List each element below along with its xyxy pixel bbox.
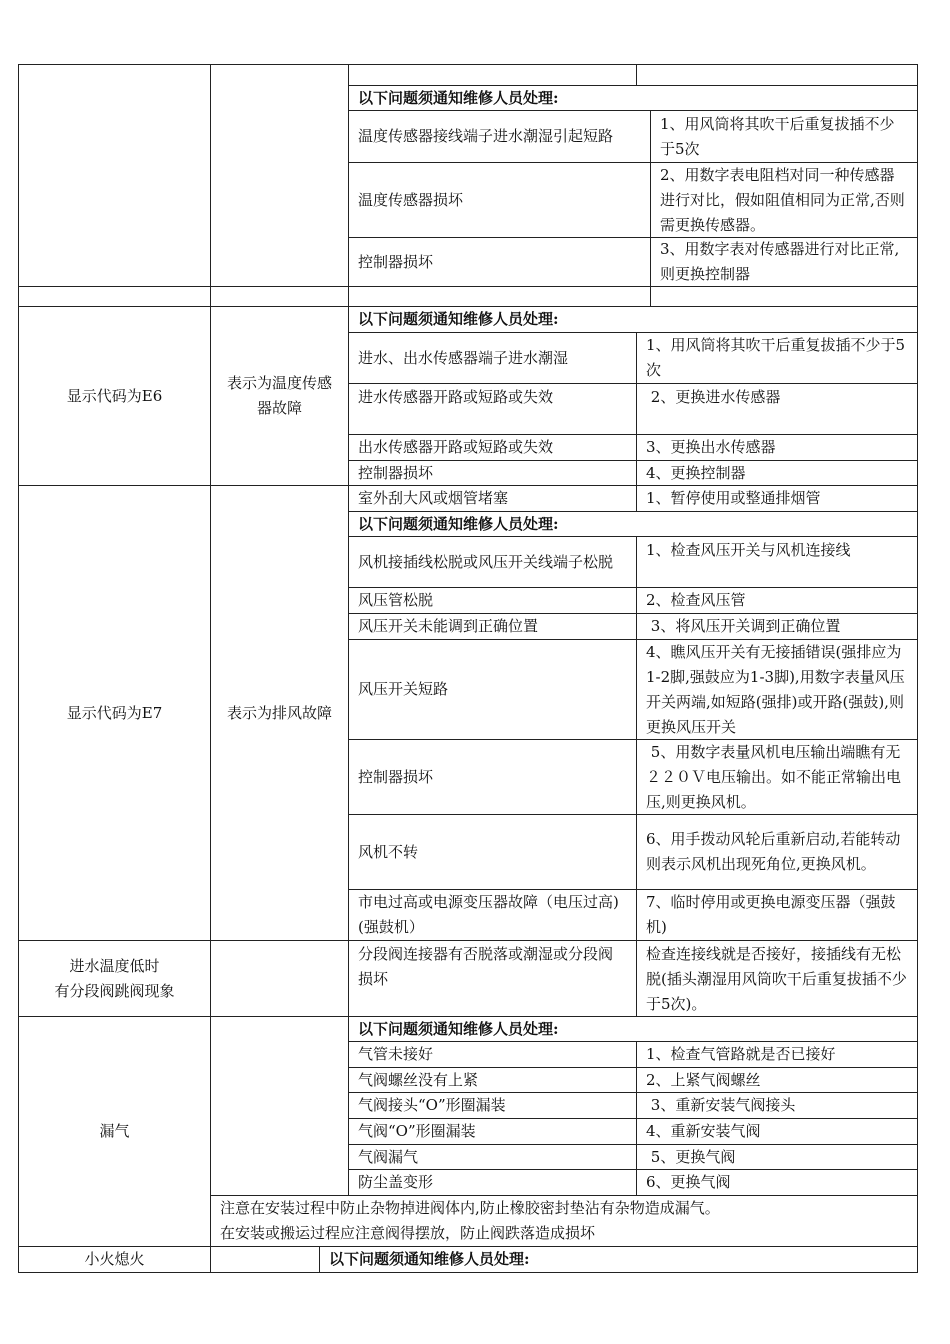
fix-cell: 7、临时停用或更换电源变压器（强鼓机) <box>636 889 918 941</box>
cause-cell: 进水、出水传感器端子进水潮湿 <box>348 332 637 384</box>
meaning-cell <box>210 64 349 287</box>
symptom-cell <box>18 64 211 287</box>
notice-heading: 以下问题须通知维修人员处理: <box>348 511 918 537</box>
fix-cell: 3、将风压开关调到正确位置 <box>636 613 918 640</box>
cause-cell: 出水传感器开路或短路或失效 <box>348 434 637 461</box>
symptom-segment-valve: 进水温度低时 有分段阀跳阀现象 <box>18 940 211 1017</box>
cause-cell: 市电过高或电源变压器故障（电压过高)(强鼓机） <box>348 889 637 941</box>
spacer-cell <box>348 286 651 307</box>
symptom-flame-out: 小火熄火 <box>18 1246 211 1273</box>
fault-meaning-e7: 表示为排风故障 <box>210 485 349 941</box>
fix-cell: 1、用风筒将其吹干后重复拔插不少于5次 <box>636 332 918 384</box>
cause-cell: 分段阀连接器有否脱落或潮湿或分段阀损坏 <box>348 940 637 1017</box>
cause-cell: 风压开关短路 <box>348 639 637 740</box>
cause-cell: 控制器损坏 <box>348 460 637 486</box>
note-line: 注意在安装过程中防止杂物掉进阀体内,防止橡胶密封垫沾有杂物造成漏气。 <box>220 1199 720 1217</box>
cause-cell: 气管未接好 <box>348 1041 637 1068</box>
cause-cell: 气阀接头“O”形圈漏装 <box>348 1092 637 1119</box>
note-line: 在安装或搬运过程应注意阀得摆放，防止阀跌落造成损坏 <box>220 1224 596 1242</box>
cause-cell: 温度传感器接线端子进水潮湿引起短路 <box>348 110 651 163</box>
fix-cell: 4、重新安装气阀 <box>636 1118 918 1145</box>
spacer-cell <box>650 286 918 307</box>
fix-cell: 2、检查风压管 <box>636 587 918 614</box>
fix-cell: 2、用数字表电阻档对同一种传感器进行对比，假如阻值相同为正常,否则需更换传感器。 <box>650 162 918 238</box>
fix-cell: 3、重新安装气阀接头 <box>636 1092 918 1119</box>
cause-cell: 控制器损坏 <box>348 739 637 815</box>
notice-heading: 以下问题须通知维修人员处理: <box>348 306 918 333</box>
cause-cell: 防尘盖变形 <box>348 1169 637 1196</box>
fix-cell: 检查连接线就是否接好，接插线有无松脱(插头潮湿用风筒吹干后重复拔插不少于5次)。 <box>636 940 918 1017</box>
fix-cell: 3、用数字表对传感器进行对比正常,则更换控制器 <box>650 237 918 287</box>
fix-cell: 1、检查风压开关与风机连接线 <box>636 536 918 588</box>
notice-heading: 以下问题须通知维修人员处理: <box>348 1016 918 1042</box>
cause-cell: 风机不转 <box>348 814 637 890</box>
cause-cell: 室外刮大风或烟管堵塞 <box>348 485 637 512</box>
symptom-gas-leak: 漏气 <box>18 1016 211 1247</box>
fix-cell: 5、用数字表量风机电压输出端瞧有无２２０Ｖ电压输出。如不能正常输出电压,则更换风机。 <box>636 739 918 815</box>
fix-cell: 1、用风筒将其吹干后重复拔插不少于5次 <box>650 110 918 163</box>
fix-cell: 2、更换进水传感器 <box>636 383 918 435</box>
fix-cell: 3、更换出水传感器 <box>636 434 918 461</box>
fix-cell: 6、用手拨动风轮后重新启动,若能转动则表示风机出现死角位,更换风机。 <box>636 814 918 890</box>
fix-cell: 4、更换控制器 <box>636 460 918 486</box>
fix-cell: 1、检查气管路就是否已接好 <box>636 1041 918 1068</box>
cause-cell: 风压开关未能调到正确位置 <box>348 613 637 640</box>
cause-cell: 气阀漏气 <box>348 1144 637 1170</box>
fix-cell: 5、更换气阀 <box>636 1144 918 1170</box>
fix-cell: 6、更换气阀 <box>636 1169 918 1196</box>
spacer-cell <box>210 286 349 307</box>
fix-cell: 2、上紧气阀螺丝 <box>636 1067 918 1093</box>
meaning-cell <box>210 940 349 1017</box>
notice-heading: 以下问题须通知维修人员处理: <box>319 1246 918 1273</box>
spacer-cell <box>18 286 211 307</box>
cause-cell: 气阀螺丝没有上紧 <box>348 1067 637 1093</box>
fix-cell: 4、瞧风压开关有无接插错误(强排应为1-2脚,强鼓应为1-3脚),用数字表量风压开关两端,如短路(强排)或开路(强鼓),则更换风压开关 <box>636 639 918 740</box>
cause-cell: 气阀“O”形圈漏装 <box>348 1118 637 1145</box>
cause-cell: 进水传感器开路或短路或失效 <box>348 383 637 435</box>
cause-cell: 控制器损坏 <box>348 237 651 287</box>
empty-fix-cell <box>636 64 918 86</box>
notice-heading: 以下问题须通知维修人员处理: <box>348 85 918 111</box>
fix-cell: 1、暂停使用或整通排烟管 <box>636 485 918 512</box>
fault-meaning-e6: 表示为温度传感器故障 <box>210 306 349 486</box>
cause-cell: 风机接插线松脱或风压开关线端子松脱 <box>348 536 637 588</box>
meaning-cell <box>210 1246 320 1273</box>
cause-cell: 风压管松脱 <box>348 587 637 614</box>
empty-cause-cell <box>348 64 637 86</box>
fault-code-e7: 显示代码为E7 <box>18 485 211 941</box>
cause-cell: 温度传感器损坏 <box>348 162 651 238</box>
meaning-cell <box>210 1016 349 1196</box>
fault-code-e6: 显示代码为E6 <box>18 306 211 486</box>
